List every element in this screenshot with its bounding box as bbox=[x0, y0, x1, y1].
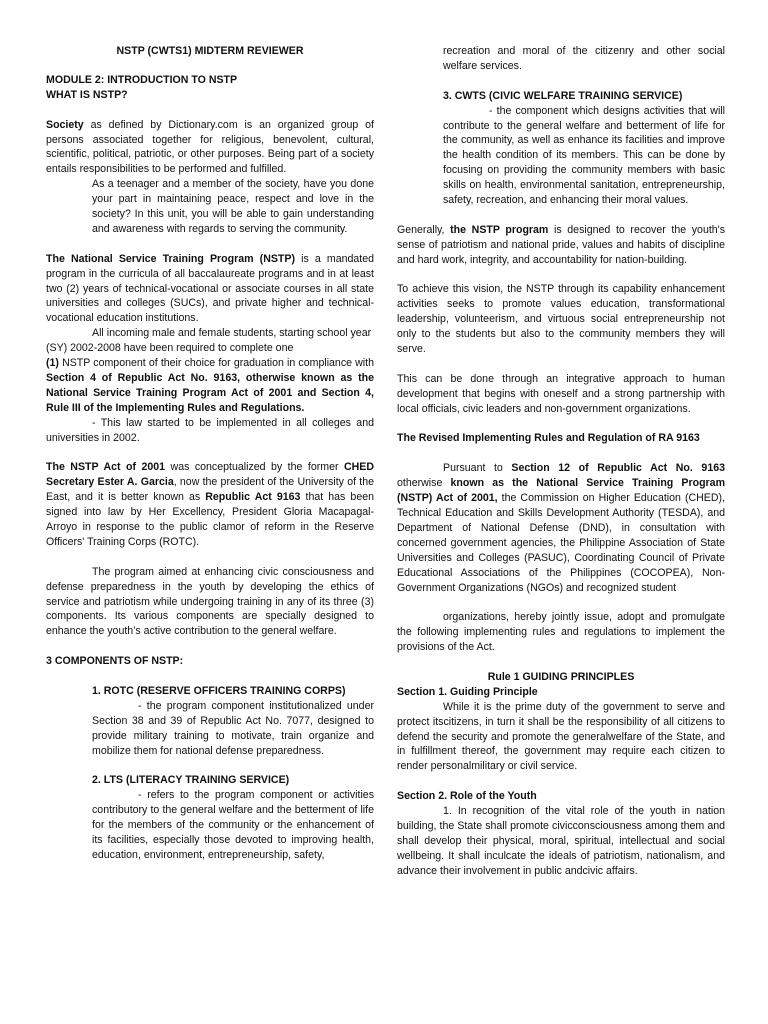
act-2001-paragraph bbox=[46, 460, 374, 549]
program-aimed-paragraph: The program aimed at enhancing civic consciousness and defense preparedness in the youth by developing the ethics of service and patriotism while undergoing training in any of its three (3) components. Its various components are specially designed to enhance the youth’s active contribution to the general welfare. bbox=[46, 565, 374, 638]
achieve-vision-paragraph: To achieve this vision, the NSTP through its capability enhancement activities seeks to promote values education, transformational leadership, volunteerism, and virtuous social entrepreneurship not only to the students but also to the community members they will serve. bbox=[397, 283, 725, 356]
lts-text: - refers to the program component or activities contributory to the general welfare and the betterment of life for the members of the community or the enhancement of its facilities, especially those devoted to improving health, education, environment, entrepreneurship, safety, bbox=[92, 789, 374, 861]
cwts-text: - the component which designs activities that will contribute to the general welfare and betterment of life for the community, as well as enhance its facilities and improve the health condition of its members. This can be done by focusing on providing the community members with basic skills on health, environmental sanitation, entrepreneurship, safety, recreation, and enhancing their moral values. bbox=[443, 104, 725, 207]
nstp-definition-paragraph bbox=[46, 252, 374, 327]
act-2001-text-2: , now the president of the University of the East, and it is better known as bbox=[46, 476, 374, 504]
component-choice-law: Section 4 of Republic Act No. 9163, otherwise known as the National Service Training Program Act of 2001 and Section 4, Rule III of the Implementing Rules and Regulations. bbox=[46, 372, 374, 414]
section-2-heading: Section 2. Role of the Youth bbox=[397, 790, 537, 803]
left-column bbox=[46, 44, 374, 863]
section-1-heading: Section 1. Guiding Principle bbox=[397, 685, 538, 698]
lts-heading: 2. LTS (LITERACY TRAINING SERVICE) bbox=[92, 774, 290, 787]
rotc-heading: 1. ROTC (RESERVE OFFICERS TRAINING CORPS) bbox=[92, 684, 346, 697]
republic-act-9163: Republic Act 9163 bbox=[205, 491, 301, 504]
generally-text-1: Generally, bbox=[397, 223, 451, 236]
nstp-program-term: the NSTP program bbox=[450, 223, 549, 236]
nstp-definition-text: is a mandated program in the curricula of all baccalaureate programs and in at least two (2) years of technical-vocational or associate courses in all state universities and colleges (SUCs), and private higher and technical-vocational education institutions. bbox=[46, 252, 374, 325]
pursuant-text-2: otherwise bbox=[397, 477, 451, 490]
cwts-heading: 3. CWTS (CIVIC WELFARE TRAINING SERVICE) bbox=[443, 89, 683, 102]
teenager-paragraph: As a teenager and a member of the society, have you done your part in maintaining peace, respect and love in the society? In this unit, you will be able to gain understanding and awareness with regards to serving the community. bbox=[92, 178, 374, 235]
pursuant-text-1: Pursuant to bbox=[443, 462, 512, 475]
component-choice-paragraph bbox=[46, 356, 374, 416]
incoming-students-paragraph: All incoming male and female students, starting school year (SY) 2002-2008 have been required to complete one bbox=[46, 327, 372, 355]
what-is-nstp-heading: WHAT IS NSTP? bbox=[46, 88, 128, 101]
society-term: Society bbox=[46, 118, 84, 131]
nstp-act-2001-known: known as the National Service Training Program (NSTP) Act of 2001, bbox=[397, 477, 725, 505]
revised-irr-heading: The Revised Implementing Rules and Regulation of RA 9163 bbox=[397, 432, 700, 445]
lts-continuation: recreation and moral of the citizenry and other social welfare services. bbox=[443, 45, 725, 72]
act-2001-text-1: was conceptualized by the former bbox=[165, 461, 344, 474]
pursuant-paragraph bbox=[397, 461, 725, 595]
integrative-approach-paragraph: This can be done through an integrative approach to human development that begins with oneself and a strong partnership with local officials, civic leaders and non-government organizations. bbox=[397, 372, 725, 415]
ched-secretary: CHED Secretary Ester A. Garcia bbox=[46, 461, 374, 489]
organizations-paragraph: organizations, hereby jointly issue, adopt and promulgate the following implementing rules and regulations to implement the provisions of the Act. bbox=[397, 611, 725, 654]
rule-1-heading: Rule 1 GUIDING PRINCIPLES bbox=[487, 670, 635, 683]
components-heading: 3 COMPONENTS OF NSTP: bbox=[46, 655, 184, 668]
module-heading: MODULE 2: INTRODUCTION TO NSTP bbox=[46, 73, 238, 86]
society-text: as defined by Dictionary.com is an organized group of persons associated together for religious, benevolent, cultural, scientific, political, patriotic, or other purposes. Being part of a society entails responsibilities to be performed and fulfilled. bbox=[46, 118, 374, 176]
act-2001-term: The NSTP Act of 2001 bbox=[46, 461, 166, 474]
generally-paragraph bbox=[397, 223, 725, 268]
rotc-text: - the program component institutionalized under Section 38 and 39 of Republic Act No. 7077, designed to provide military training to motivate, train organize and mobilize them for national defense preparedness. bbox=[92, 699, 374, 757]
generally-text-2: is designed to recover the youth's sense of patriotism and national pride, values and habits of discipline and hard work, integrity, and accountability for nation-building. bbox=[397, 223, 725, 266]
act-2001-text-3: that has been signed into law by Her Excellency, President Gloria Macapagal-Arroyo in response to the public clamor of reform in the Reserve Officers' Training Corps (ROTC). bbox=[46, 491, 374, 548]
section-12-ra-9163: Section 12 of Republic Act No. 9163 bbox=[511, 462, 725, 475]
section-1-text: While it is the prime duty of the government to serve and protect itscitizens, in turn it shall be the responsibility of all citizens to defend the security and promote the generalwelfare of the State, and in fulfillment thereof, the government may require each citizen to render personalmilitary or civil service. bbox=[397, 700, 725, 773]
law-started-paragraph: - This law started to be implemented in all colleges and universities in 2002. bbox=[46, 416, 374, 444]
nstp-term: The National Service Training Program (NSTP) bbox=[46, 252, 295, 265]
society-paragraph bbox=[46, 118, 374, 178]
right-column bbox=[397, 44, 725, 879]
section-2-text: 1. In recognition of the vital role of the youth in nation building, the State shall promote civicconsciousness among them and shall develop their physical, moral, spiritual, intellectual and social wellbeing. It shall inculcate the ideals of patriotism, nationalism, and advance their involvement in public andcivic affairs. bbox=[397, 805, 725, 877]
pursuant-text-3: the Commission on Higher Education (CHED), Technical Education and Skills Development Authority (TESDA), and Department of National Defense (DND), in consultation with concerned government agencies, the Philippine Association of State Universities and Colleges (PASUC), Coordinating Council of Private Educational Associations of the Philippines (COCOPEA), Non-Government Organizations (NGOs) and recognized student bbox=[397, 492, 725, 594]
component-number: (1) bbox=[46, 357, 59, 370]
document-title: NSTP (CWTS1) MIDTERM REVIEWER bbox=[116, 45, 304, 57]
component-choice-text: NSTP component of their choice for graduation in compliance with bbox=[58, 357, 374, 370]
